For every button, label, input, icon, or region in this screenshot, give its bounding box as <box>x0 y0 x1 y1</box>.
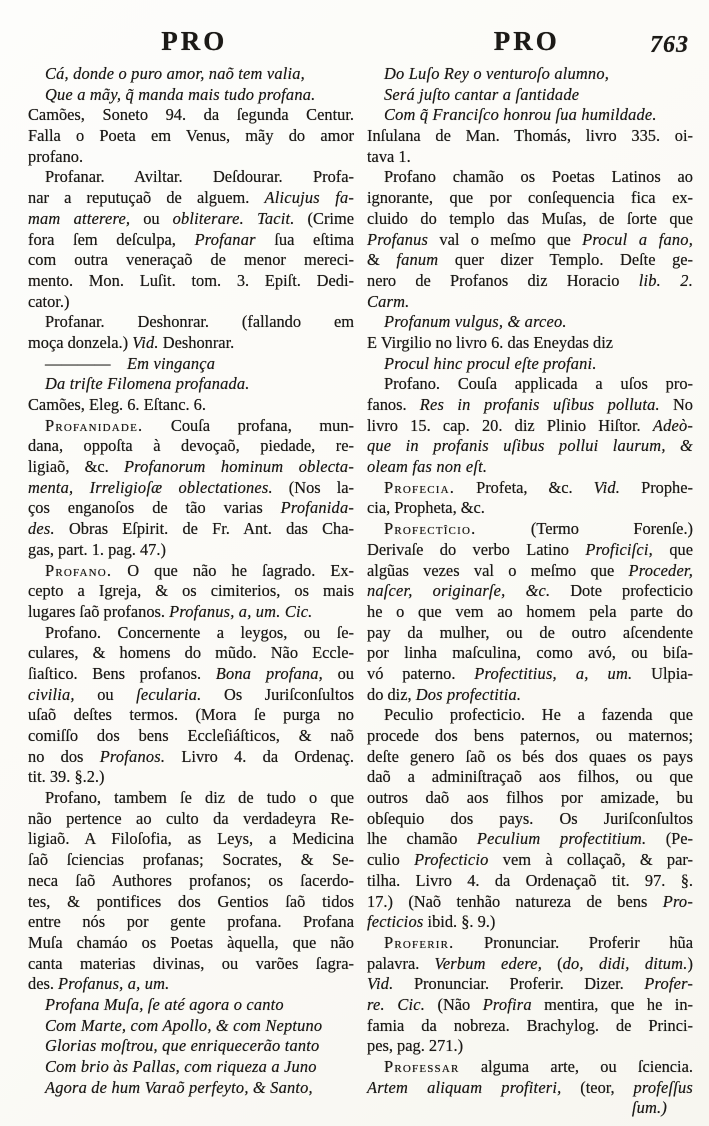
text-line: tava 1. <box>367 146 411 166</box>
text-line: & fanum quer dizer Templo. Deſte ge- <box>367 250 693 270</box>
text-line: Profecia. Profeta, &c. Vid. Prophe- <box>384 477 693 497</box>
text-line: Cá, donde o puro amor, naõ tem valia, <box>45 64 305 83</box>
text-line: tit. 39. §.2.) <box>28 767 105 787</box>
text-line: livro 15. cap. 20. diz Plinio Hiſtor. Adeò- <box>367 415 693 435</box>
text-line: E Virgilio no livro 6. das Eneydas diz <box>367 332 614 352</box>
text-line: cepto a Igreja, & os cimiterios, os mais <box>28 581 354 601</box>
text-line: Muſa chamáo os Poetas àquella, que não <box>28 932 354 952</box>
text-line: do diz, Dos profectitia. <box>367 684 522 704</box>
text-line: Profano chamão os Poetas Latinos ao <box>384 167 693 187</box>
text-line: algũas vezes val o meſmo que Proceder, <box>367 560 693 580</box>
text-line: Professar alguma arte, ou ſciencia. <box>384 1057 693 1076</box>
text-line: nar a reputuçaõ de alguem. Alicujus fa- <box>28 188 354 208</box>
text-line: Camões, Eleg. 6. Eſtanc. 6. <box>28 395 206 414</box>
text-line: Proferir. Pronunciar. Proferir hũa <box>384 932 693 952</box>
text-line: Procul hinc procul eſte profani. <box>384 353 597 373</box>
text-line: menta, Irreligioſæ oblectationes. (Nos la- <box>28 477 354 497</box>
text-line: Agora de hum Varaõ perfeyto, & Santo, <box>45 1077 313 1097</box>
text-line: oleam fas non eſt. <box>367 457 488 477</box>
text-line: Profectîcio. (Termo Forenſe.) <box>384 519 693 539</box>
text-line: comiſſo dos bens Eccleſiáſticos, & naõ <box>28 726 354 745</box>
text-line: famia da nobreza. Brachylog. de Princi- <box>367 1015 693 1035</box>
text-line: deſte genero ſaõ os bés dos quaes os pays <box>367 746 693 766</box>
text-line: mam atterere, ou obliterare. Tacit. (Crime <box>28 208 354 228</box>
text-line: Profanidade. Couſa profana, mun- <box>45 415 354 435</box>
text-line: 17.) (Naõ tenhão natureza de bens Pro- <box>367 891 693 911</box>
text-line: que in profanis uſibus pollui laurum, & <box>367 436 693 456</box>
text-line: nero de Profanos diz Horacio lib. 2. <box>367 270 693 290</box>
page-header <box>28 26 693 60</box>
text-columns <box>28 64 693 1119</box>
text-line: Derivaſe do verbo Latino Proficiſci, que <box>367 539 693 559</box>
text-line: Camões, Soneto 94. da ſegunda Centur. <box>28 105 354 125</box>
text-line: obſequio dos pays. Os Juriſconſultos <box>367 808 693 828</box>
text-line: gas, part. 1. pag. 47.) <box>28 539 166 559</box>
text-line: Profano, tambem ſe diz de tudo o que <box>45 788 354 808</box>
text-line: moça donzela.) Vid. Deshonrar. <box>28 332 235 352</box>
text-line: profano. <box>28 146 84 166</box>
text-line: com outra veneraçaõ de menor mereci- <box>28 250 354 270</box>
text-line: canta materias divinas, ou varões ſagra- <box>28 953 354 973</box>
page-number: 763 <box>650 32 689 58</box>
text-line: cluido do templo das Muſas, de ſorte que <box>367 208 693 228</box>
text-line: no dos Profanos. Livro 4. da Ordenaç. <box>28 746 354 766</box>
running-title-right: PRO <box>493 26 560 56</box>
text-line: cia, Propheta, &c. <box>367 498 485 518</box>
text-line: lugares ſaõ profanos. Profanus, a, um. Cic. <box>28 601 313 621</box>
text-line: Profanar. Deshonrar. (fallando em <box>45 312 354 332</box>
text-line: Profano. Couſa applicada a uſos pro- <box>384 374 693 394</box>
text-line: Falla o Poeta em Venus, mãy do amor <box>28 126 354 146</box>
text-line: ſaõ ſciencias profanas; Socrates, & Se- <box>28 850 354 870</box>
text-line: mento. Mon. Luſit. tom. 3. Epiſt. Dedi- <box>28 270 354 290</box>
text-line: Peculio profecticio. He a fazenda que <box>384 705 693 725</box>
text-line: ſum.) <box>631 1098 667 1118</box>
text-line: dana, oppoſta à devoçaõ, piedade, re- <box>28 436 354 456</box>
text-line: fanos. Res in profanis uſibus polluta. No <box>367 395 693 414</box>
text-line: Carm. <box>367 291 410 311</box>
text-line: ços enganoſos de tão varias Profanida- <box>28 498 354 518</box>
text-line: Com q̃ Franciſco honrou ſua humildade. <box>384 105 657 125</box>
text-line: Glorias moſtrou, que enriquecerão tanto <box>45 1036 320 1056</box>
text-line: neca ſaõ Authores profanos; os ſacerdo- <box>28 870 354 890</box>
text-line: Profano. Concernente a leygos, ou ſe- <box>45 622 354 642</box>
text-line: outros daõ aos filhos por amizade, bu <box>367 788 693 808</box>
text-line: des. Profanus, a, um. <box>28 974 170 994</box>
text-line: Que a mãy, q̃ manda mais tudo profana. <box>45 84 316 104</box>
text-line: tilha. Livro 4. da Ordenaçaõ tit. 97. §. <box>367 870 693 890</box>
text-line: Profanus val o meſmo que Procul a fano, <box>367 229 693 249</box>
text-line: ———— Em vingança <box>45 353 216 373</box>
text-line: Será juſto cantar a ſantidade <box>384 84 580 104</box>
column-left <box>28 64 354 1119</box>
text-line: lhe chamão Peculium profectitium. (Pe- <box>367 829 694 849</box>
text-line: vó paterno. Profectitius, a, um. Ulpia- <box>367 663 693 683</box>
text-line: culares, & homens do mũdo. Não Eccle- <box>28 643 354 663</box>
text-line: civilia, ou ſecularia. Os Juriſconſultos <box>28 684 354 704</box>
text-line: cator.) <box>28 291 70 311</box>
text-line: culio Profecticio vem à collaçaõ, & par- <box>367 850 693 870</box>
text-line: pay da mulher, ou de outro aſcendente <box>367 622 693 642</box>
text-line: Com brio às Pallas, com riqueza a Juno <box>45 1057 317 1076</box>
text-line: uſaõ deſtes termos. (Mora ſe purga no <box>28 705 354 725</box>
text-line: Profanum vulgus, & arceo. <box>384 312 567 332</box>
text-line: tes, & pontifices dos Gentios ſaõ tidos <box>28 891 354 911</box>
text-line: Da triſte Filomena profanada. <box>45 374 250 394</box>
text-line: daõ a adminiſtraçaõ aos filhos, ou que <box>367 767 693 787</box>
text-line: fora ſem deſculpa, Profanar ſua eſtima <box>28 229 354 249</box>
text-line: pes, pag. 271.) <box>367 1036 464 1056</box>
text-line: ligiaõ. A Filoſofia, as Leys, a Medicina <box>28 829 354 849</box>
text-line: palavra. Verbum edere, (do, didi, ditum.) <box>367 953 693 973</box>
text-line: des. Obras Eſpirit. de Fr. Ant. das Cha- <box>28 519 354 539</box>
text-line: Com Marte, com Apollo, & com Neptuno <box>45 1015 323 1035</box>
text-line: re. Cic. (Não Profira mentira, que he in- <box>367 994 693 1014</box>
text-line: entre nós por gente profana. Profana <box>28 912 354 932</box>
text-line: Profanar. Aviltar. Deſdourar. Profa- <box>45 167 354 187</box>
text-line: Profana Muſa, ſe até agora o canto <box>45 994 284 1014</box>
running-title-left: PRO <box>161 26 228 56</box>
text-line: ſiaſtico. Bens profanos. Bona profana, ou <box>28 663 354 683</box>
text-line: he o que vem ao homem pela parte do <box>367 601 693 621</box>
text-line: ignorante, que por conſequencia fica ex- <box>367 188 693 208</box>
text-line: por linha maſculina, como avó, ou biſa- <box>367 643 693 663</box>
text-line: Inſulana de Man. Thomás, livro 335. oi- <box>367 126 693 146</box>
column-right <box>367 64 693 1119</box>
text-line: procede dos bens paternos, ou maternos; <box>367 726 693 745</box>
text-line: ligiaõ, &c. Profanorum hominum oblecta- <box>28 457 354 477</box>
text-line: Artem aliquam profiteri, (teor, profeſſus <box>367 1077 693 1097</box>
text-line: Profano. O que não he ſagrado. Ex- <box>45 560 354 580</box>
text-line: Vid. Pronunciar. Proferir. Dizer. Profer- <box>367 974 693 994</box>
text-line: naſcer, originarſe, &c. Dote profecticio <box>367 581 693 601</box>
text-line: fecticios ibid. §. 9.) <box>367 912 496 932</box>
text-line: Do Luſo Rey o venturoſo alumno, <box>384 64 610 83</box>
text-line: não pertence ao culto da verdadeyra Re- <box>28 808 354 828</box>
